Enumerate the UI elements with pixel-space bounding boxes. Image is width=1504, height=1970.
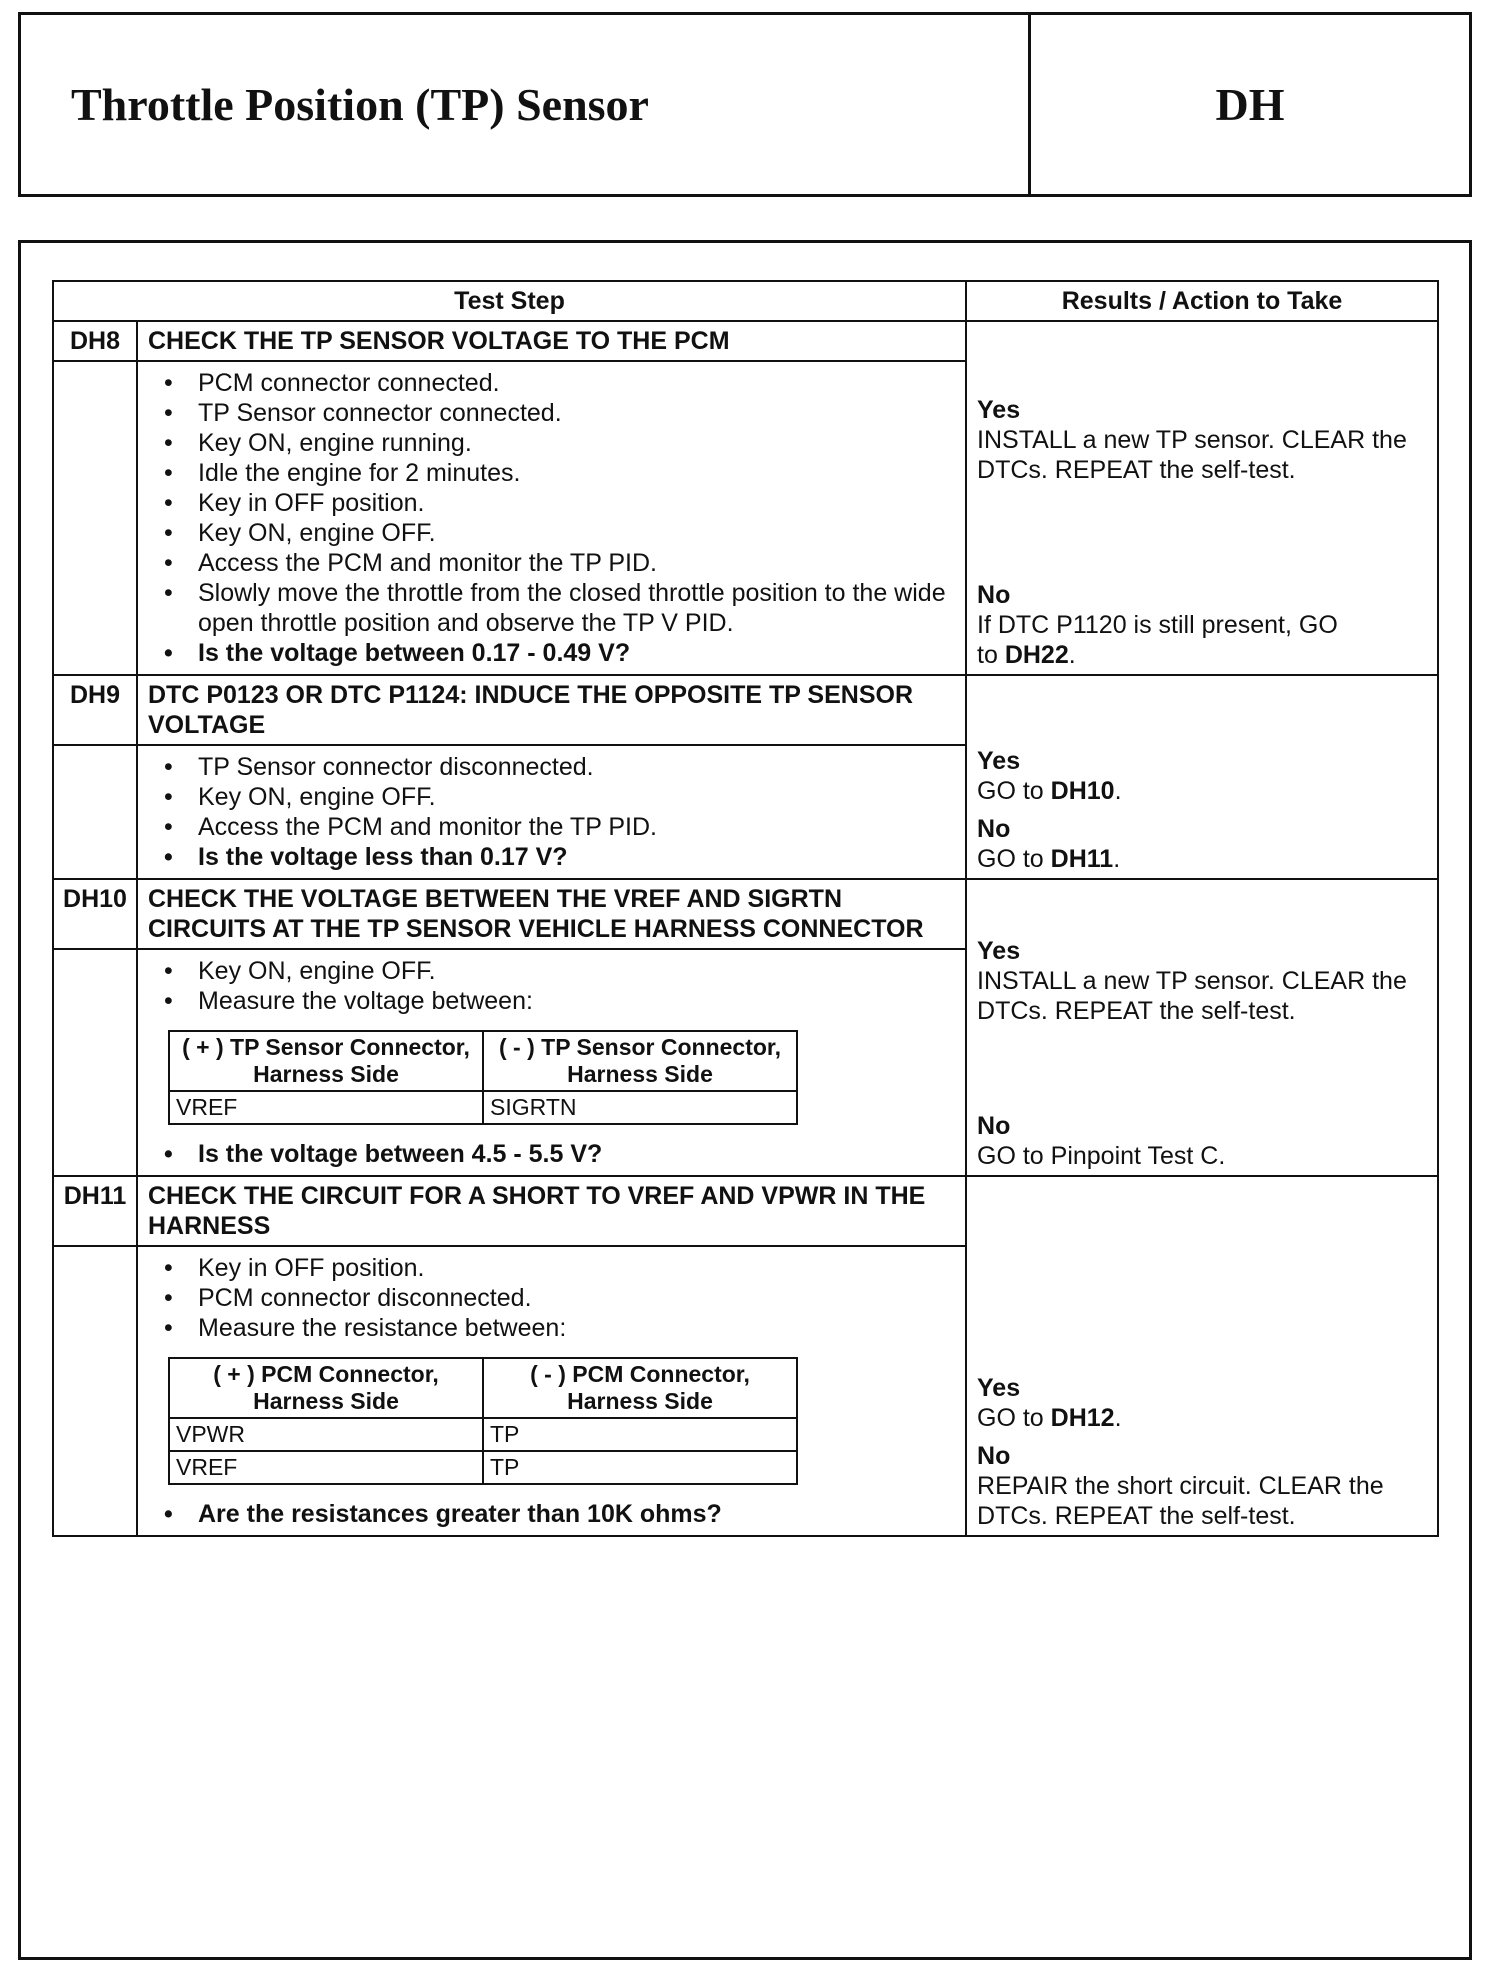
no-label: No bbox=[977, 1112, 1011, 1140]
step-bullets bbox=[138, 956, 955, 1016]
table-row bbox=[53, 879, 1438, 949]
no-action: REPAIR the short circuit. CLEAR the DTCs. REPEAT the self-test. bbox=[977, 1472, 1384, 1530]
yes-action: GO to bbox=[977, 777, 1044, 805]
step-id: DH11 bbox=[53, 1176, 137, 1246]
step-bullets bbox=[138, 368, 955, 668]
no-target: DH22 bbox=[1004, 641, 1069, 669]
column-header-results: Results / Action to Take bbox=[966, 281, 1438, 321]
measurement-cell: VREF bbox=[169, 1451, 483, 1484]
step-bullets bbox=[138, 1253, 955, 1343]
measurement-header-positive: ( + ) PCM Connector, Harness Side bbox=[169, 1358, 483, 1418]
no-action: GO to bbox=[977, 845, 1044, 873]
measurement-table bbox=[168, 1357, 798, 1485]
list-item: • Measure the resistance between: bbox=[198, 1313, 955, 1343]
list-item: • Idle the engine for 2 minutes. bbox=[198, 458, 955, 488]
yes-action: GO to bbox=[977, 1404, 1044, 1432]
list-item: • TP Sensor connector disconnected. bbox=[198, 752, 955, 782]
no-target: DH11 bbox=[1050, 845, 1114, 873]
step-bullets bbox=[138, 752, 955, 872]
step-question: • Is the voltage between 4.5 - 5.5 V? bbox=[198, 1139, 955, 1169]
table-row bbox=[53, 1176, 1438, 1246]
list-item: • Slowly move the throttle from the closed throttle position to the wide open throttle position and observe the TP V PID. bbox=[198, 578, 955, 638]
step-results: Yes INSTALL a new TP sensor. CLEAR the DTCs. REPEAT the self-test. No If DTC P1120 is still present, GO to DH22. bbox=[966, 321, 1438, 675]
no-action: GO to Pinpoint Test C. bbox=[977, 1142, 1226, 1170]
measurement-cell: VPWR bbox=[169, 1418, 483, 1451]
no-label: No bbox=[977, 1442, 1011, 1470]
step-question: • Is the voltage less than 0.17 V? bbox=[198, 842, 955, 872]
list-item: • Key ON, engine running. bbox=[198, 428, 955, 458]
column-header-test-step: Test Step bbox=[53, 281, 966, 321]
step-id: DH8 bbox=[53, 321, 137, 361]
page-header bbox=[18, 12, 1472, 197]
yes-label: Yes bbox=[977, 1374, 1021, 1402]
yes-label: Yes bbox=[977, 396, 1021, 424]
step-title: CHECK THE TP SENSOR VOLTAGE TO THE PCM bbox=[137, 321, 966, 361]
list-item: • Access the PCM and monitor the TP PID. bbox=[198, 548, 955, 578]
step-title: CHECK THE CIRCUIT FOR A SHORT TO VREF AND VPWR IN THE HARNESS bbox=[137, 1176, 966, 1246]
test-step-table bbox=[52, 280, 1439, 1537]
list-item: • Key ON, engine OFF. bbox=[198, 782, 955, 812]
list-item: • Measure the voltage between: bbox=[198, 986, 955, 1016]
table-row bbox=[53, 321, 1438, 361]
list-item: • Access the PCM and monitor the TP PID. bbox=[198, 812, 955, 842]
yes-target: DH12 bbox=[1050, 1404, 1115, 1432]
section-code: DH bbox=[1028, 15, 1469, 194]
list-item: • Key ON, engine OFF. bbox=[198, 956, 955, 986]
list-item: • Key in OFF position. bbox=[198, 1253, 955, 1283]
step-question: • Is the voltage between 0.17 - 0.49 V? bbox=[198, 638, 955, 668]
no-action: If DTC P1120 is still present, GO to bbox=[977, 611, 1338, 669]
step-results: Yes GO to DH10. No GO to DH11. bbox=[966, 675, 1438, 879]
table-row bbox=[53, 675, 1438, 745]
measurement-table bbox=[168, 1030, 798, 1125]
measurement-header-positive: ( + ) TP Sensor Connector, Harness Side bbox=[169, 1031, 483, 1091]
measurement-cell: VREF bbox=[169, 1091, 483, 1124]
no-label: No bbox=[977, 581, 1011, 609]
list-item: • PCM connector connected. bbox=[198, 368, 955, 398]
step-title: CHECK THE VOLTAGE BETWEEN THE VREF AND SIGRTN CIRCUITS AT THE TP SENSOR VEHICLE HARNESS CONNECTOR bbox=[137, 879, 966, 949]
step-title: DTC P0123 OR DTC P1124: INDUCE THE OPPOSITE TP SENSOR VOLTAGE bbox=[137, 675, 966, 745]
page-title: Throttle Position (TP) Sensor bbox=[71, 79, 649, 130]
yes-action: INSTALL a new TP sensor. CLEAR the DTCs. REPEAT the self-test. bbox=[977, 426, 1407, 484]
measurement-header-negative: ( - ) PCM Connector, Harness Side bbox=[483, 1358, 797, 1418]
step-id: DH10 bbox=[53, 879, 137, 949]
yes-action: INSTALL a new TP sensor. CLEAR the DTCs. REPEAT the self-test. bbox=[977, 967, 1407, 1025]
measurement-cell: TP bbox=[483, 1418, 797, 1451]
step-results: Yes GO to DH12. No REPAIR the short circuit. CLEAR the DTCs. REPEAT the self-test. bbox=[966, 1176, 1438, 1536]
measurement-cell: SIGRTN bbox=[483, 1091, 797, 1124]
measurement-cell: TP bbox=[483, 1451, 797, 1484]
step-question: • Are the resistances greater than 10K ohms? bbox=[198, 1499, 955, 1529]
yes-label: Yes bbox=[977, 937, 1021, 965]
measurement-header-negative: ( - ) TP Sensor Connector, Harness Side bbox=[483, 1031, 797, 1091]
step-id: DH9 bbox=[53, 675, 137, 745]
list-item: • TP Sensor connector connected. bbox=[198, 398, 955, 428]
list-item: • Key ON, engine OFF. bbox=[198, 518, 955, 548]
yes-label: Yes bbox=[977, 747, 1021, 775]
step-results bbox=[966, 879, 1438, 1176]
list-item: • PCM connector disconnected. bbox=[198, 1283, 955, 1313]
yes-target: DH10 bbox=[1050, 777, 1115, 805]
no-label: No bbox=[977, 815, 1011, 843]
list-item: • Key in OFF position. bbox=[198, 488, 955, 518]
